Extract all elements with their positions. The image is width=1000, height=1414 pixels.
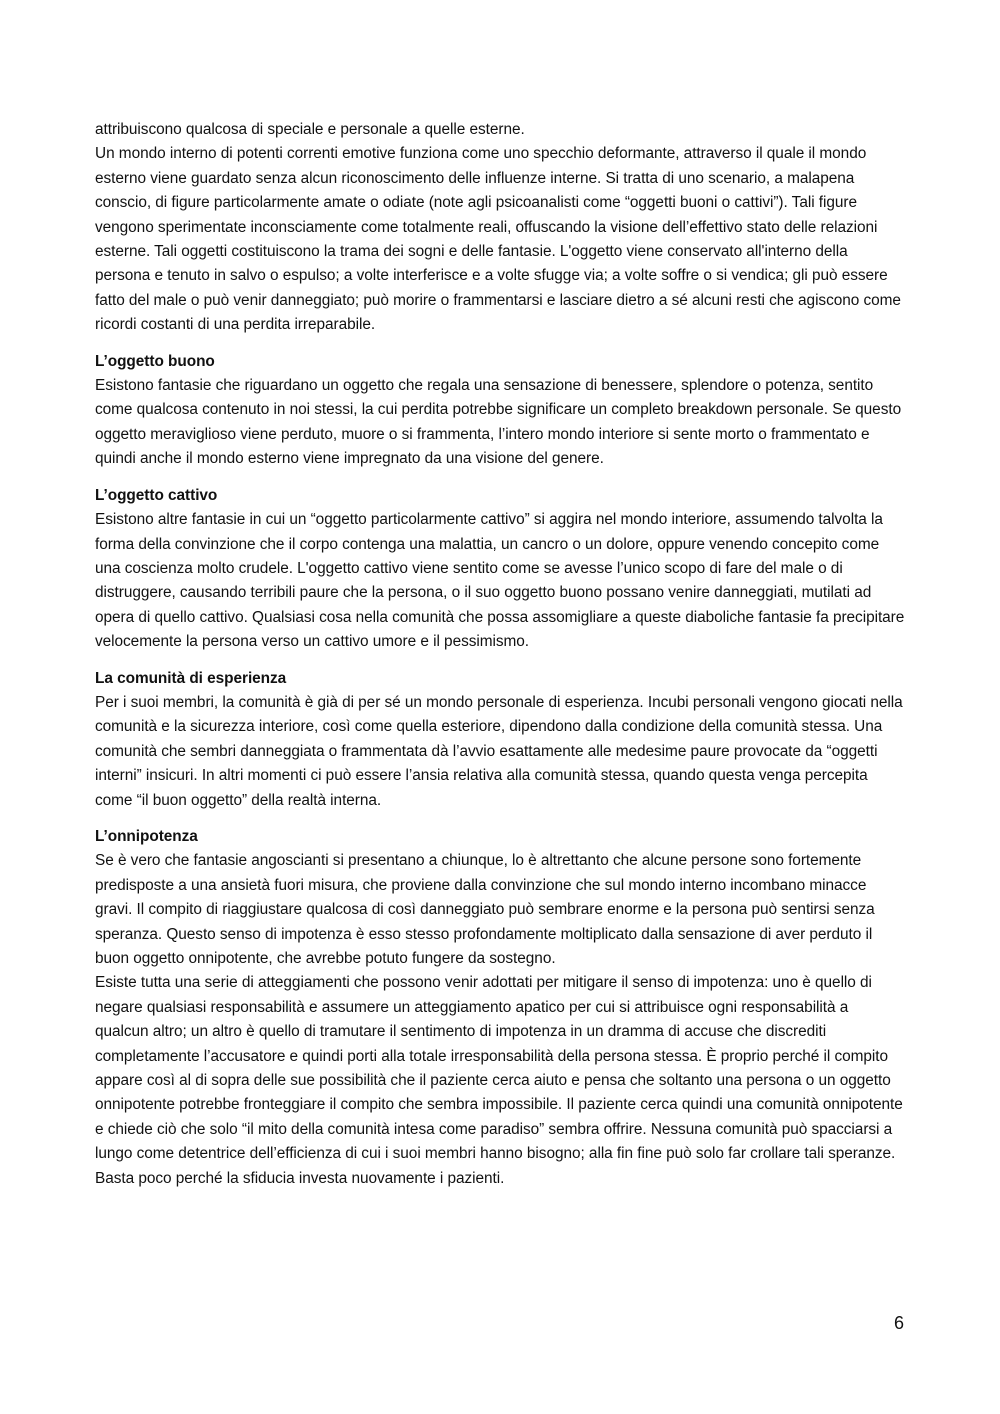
section-paragraph: Esistono fantasie che riguardano un oggetto che regala una sensazione di benessere, splendore o potenza, sentito come qualcosa contenuto in noi stessi, la cui perdita potrebbe significare un completo breakdown personale. Se questo oggetto meraviglioso viene perduto, muore o si frammenta, l’intero mondo interiore si sente morto o frammentato e quindi anche il mondo esterno viene impregnato da una visione del genere. <box>95 377 902 468</box>
section-paragraph: Per i suoi membri, la comunità è già di per sé un mondo personale di esperienza. Incubi personali vengono giocati nella comunità e la sicurezza interiore, così come quella esteriore, dipendono dalla condizione della comunità stessa. Una comunità che sembri danneggiata o frammentata dà l’avvio esattamente alle medesime paure provocate da “oggetti interni” insicuri. In altri momenti ci può essere l’ansia relativa alla comunità stessa, quando questa venga percepita come “il buon oggetto” della realtà interna. <box>95 693 903 809</box>
intro-paragraph-continuation: attribuiscono qualcosa di speciale e personale a quelle esterne. <box>95 121 525 138</box>
page-number: 6 <box>893 1313 904 1333</box>
section-paragraph: Esistono altre fantasie in cui un “oggetto particolarmente cattivo” si aggira nel mondo interiore, assumendo talvolta la forma della convinzione che il corpo contenga una malattia, un cancro o un dolore, oppure venendo concepito come una coscienza molto crudele. L'oggetto cattivo viene sentito come se avesse l’unico scopo di fare del male o di distruggere, causando terribili paure che la persona, o il suo oggetto buono possano venire danneggiati, mutilati ad opera di quello cattivo. Qualsiasi cosa nella comunità che possa assomigliare a queste diaboliche fantasie fa precipitare velocemente la persona verso un cattivo umore e il pessimismo. <box>95 511 905 651</box>
section-heading: La comunità di esperienza <box>95 669 287 687</box>
section-oggetto-cattivo <box>95 484 905 655</box>
section-paragraph: Se è vero che fantasie angoscianti si presentano a chiunque, lo è altrettanto che alcune persone sono fortemente predisposte a una ansietà fuori misura, che proviene dalla convinzione che sul mondo interno incombano minacce gravi. Il compito di riaggiustare qualcosa di così danneggiato può sembrare enorme e la persona può sentirsi senza speranza. Questo senso di impotenza è esso stesso profondamente moltiplicato dalla sensazione di aver perduto il buon oggetto onnipotente, che avrebbe potuto fungere da sostegno. <box>95 852 875 967</box>
section-heading: L’oggetto buono <box>95 352 215 370</box>
section-onnipotenza <box>95 825 905 1191</box>
page-body <box>95 118 905 1191</box>
section-heading: L’oggetto cattivo <box>95 486 218 504</box>
section-heading: L’onnipotenza <box>95 827 198 845</box>
section-comunita-di-esperienza <box>95 667 905 813</box>
section-oggetto-buono <box>95 350 905 472</box>
intro-paragraph: Un mondo interno di potenti correnti emotive funziona come uno specchio deformante, attraverso il quale il mondo esterno viene guardato senza alcun riconoscimento delle influenze interne. Si tratta di uno scenario, a malapena conscio, di figure particolarmente amate o odiate (note agli psicoanalisti come “oggetti buoni o cattivi”). Tali figure vengono sperimentate inconsciamente come totalmente reali, offuscando la visione dell’effettivo stato delle relazioni esterne. Tali oggetti costituiscono la trama dei sogni e delle fantasie. L'oggetto viene conservato all'interno della persona e tenuto in salvo o espulso; a volte interferisce e a volte sfugge via; a volte soffre o si vendica; gli può essere fatto del male o può venir danneggiato; può morire o frammentarsi e lasciare dietro a sé alcuni resti che agiscono come ricordi costanti di una perdita irreparabile. <box>95 145 901 334</box>
section-paragraph: Esiste tutta una serie di atteggiamenti che possono venir adottati per mitigare il senso di impotenza: uno è quello di negare qualsiasi responsabilità e assumere un atteggiamento apatico per cui si attribuisce ogni responsabilità a qualcun altro; un altro è quello di tramutare il sentimento di impotenza in un dramma di accuse che discrediti completamente l’accusatore e quindi porti alla totale irresponsabilità della persona stessa. È proprio perché il compito appare così al di sopra delle sue possibilità che il paziente cerca aiuto e pensa che soltanto una persona o un oggetto onnipotente potrebbe fronteggiare il compito che sembra impossibile. Il paziente cerca quindi una comunità onnipotente e chiede ciò che solo “il mito della comunità intesa come paradiso” sembra offrire. Nessuna comunità può spacciarsi a lungo come detentrice dell’efficienza di cui i suoi membri hanno bisogno; alla fin fine può solo far crollare tali speranze. Basta poco perché la sfiducia investa nuovamente i pazienti. <box>95 974 903 1187</box>
